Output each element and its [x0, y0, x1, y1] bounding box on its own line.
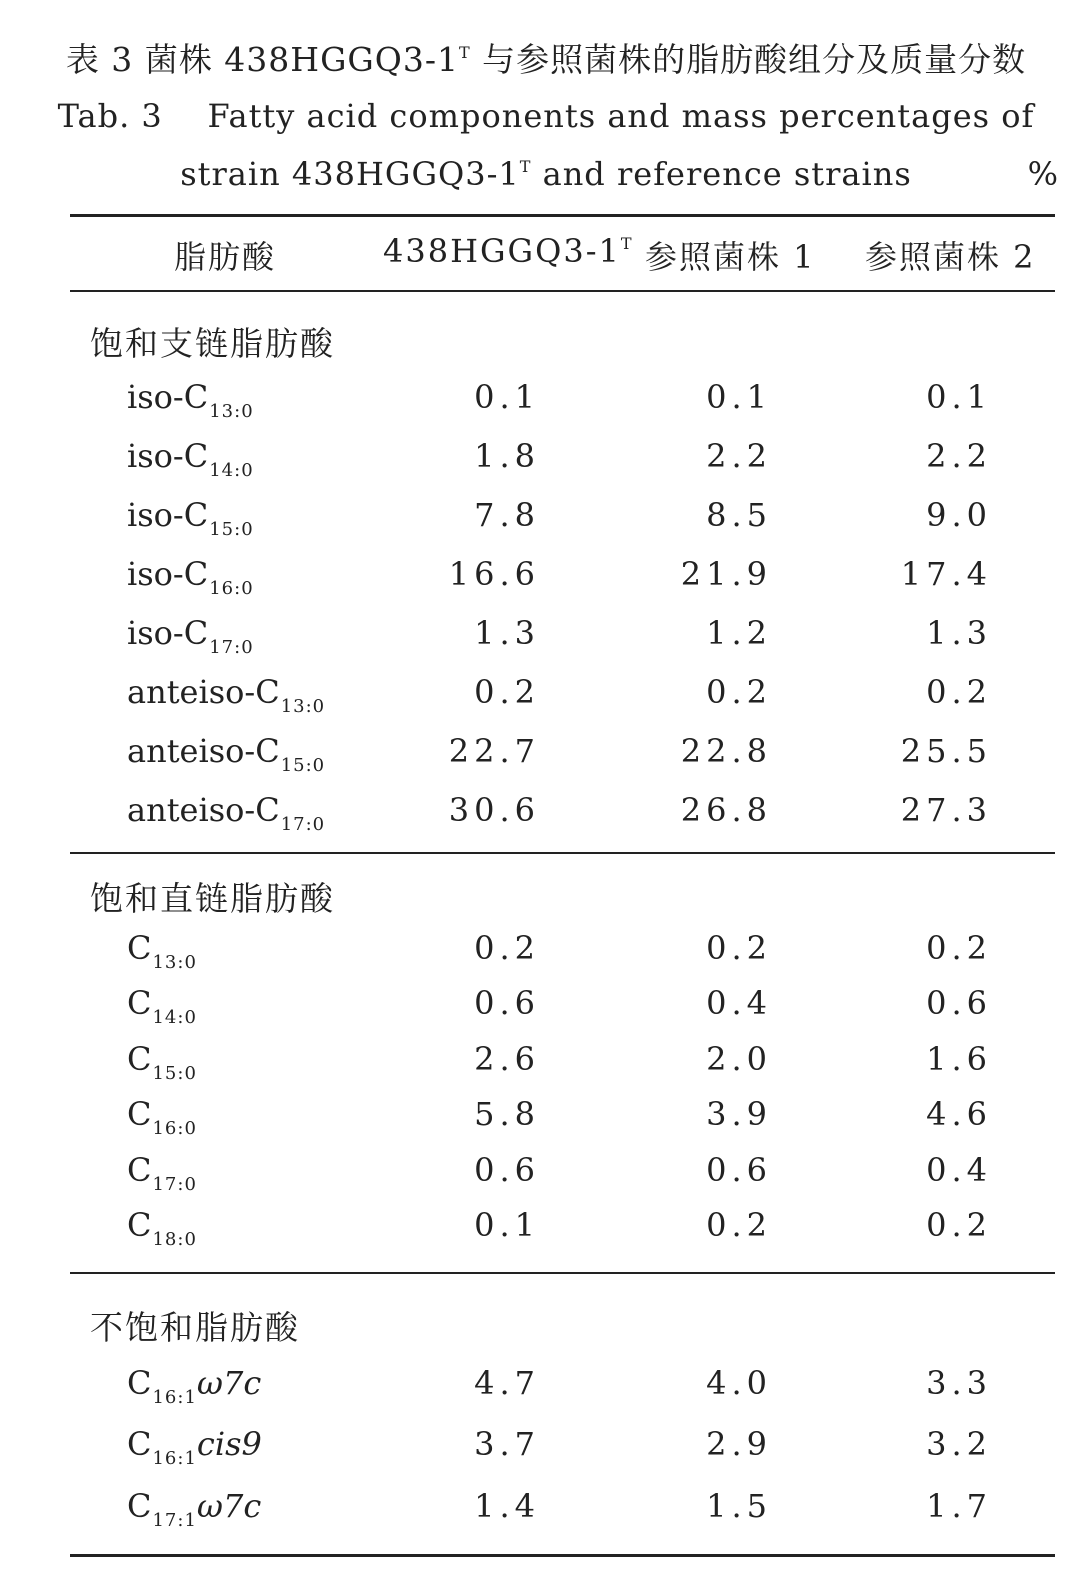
value-ref1: 0.2	[706, 673, 772, 711]
fa-prefix: anteiso-C	[127, 791, 280, 829]
group-title: 不饱和脂肪酸	[90, 1308, 300, 1347]
value-strain: 22.7	[448, 732, 540, 770]
fatty-acid-name	[127, 929, 197, 973]
value-ref1: 2.9	[706, 1425, 772, 1463]
header-ref1: 参照菌株 1	[645, 238, 816, 276]
value-ref1: 21.9	[680, 555, 772, 593]
fatty-acid-name	[127, 1364, 262, 1408]
value-strain: 4.7	[474, 1364, 540, 1402]
value-strain: 5.8	[474, 1095, 540, 1133]
value-strain: 0.2	[474, 673, 540, 711]
fatty-acid-name	[127, 1040, 197, 1084]
fatty-acid-name	[127, 437, 254, 481]
value-ref1: 4.0	[706, 1364, 772, 1402]
table-row	[0, 1487, 1092, 1546]
fa-prefix: iso-C	[127, 378, 209, 416]
fa-prefix: C	[127, 1040, 152, 1078]
fa-prefix: anteiso-C	[127, 673, 280, 711]
caption-en-sup: T	[519, 157, 532, 176]
value-strain: 30.6	[448, 791, 540, 829]
value-ref1: 0.1	[706, 378, 772, 416]
header-strain	[383, 232, 634, 270]
fa-subscript: 17:1	[152, 1510, 197, 1531]
value-ref1: 22.8	[680, 732, 772, 770]
value-ref2: 4.6	[926, 1095, 992, 1133]
table-row	[0, 1151, 1092, 1210]
fatty-acid-name	[127, 1425, 262, 1469]
fatty-acid-name	[127, 1206, 197, 1250]
value-ref2: 3.3	[926, 1364, 992, 1402]
caption-cn-label: 表 3	[65, 40, 134, 79]
table-row	[0, 555, 1092, 614]
fa-suffix: ω7c	[196, 1364, 262, 1402]
fa-prefix: C	[127, 1425, 152, 1463]
fa-subscript: 17:0	[152, 1174, 197, 1195]
fatty-acid-name	[127, 614, 254, 658]
table-row	[0, 791, 1092, 850]
fa-subscript: 15:0	[152, 1063, 197, 1084]
fa-subscript: 13:0	[280, 696, 326, 717]
fa-subscript: 18:0	[152, 1229, 197, 1250]
fa-subscript: 17:0	[209, 637, 254, 658]
value-ref1: 0.2	[706, 1206, 772, 1244]
value-strain: 0.1	[474, 1206, 540, 1244]
fa-suffix: cis9	[196, 1425, 262, 1463]
fa-subscript: 14:0	[152, 1007, 197, 1028]
table-row	[0, 1206, 1092, 1265]
fa-prefix: C	[127, 1151, 152, 1189]
group-divider	[70, 852, 1055, 854]
value-ref2: 3.2	[926, 1425, 992, 1463]
caption-en-line2-pre: strain 438HGGQ3-1	[180, 155, 520, 193]
value-ref2: 0.1	[926, 378, 992, 416]
header-strain-sup: T	[620, 234, 634, 253]
value-ref2: 27.3	[900, 791, 992, 829]
value-ref1: 0.4	[706, 984, 772, 1022]
fatty-acid-name	[127, 791, 326, 835]
fatty-acid-name	[127, 732, 326, 776]
fa-prefix: iso-C	[127, 555, 209, 593]
value-ref1: 2.2	[706, 437, 772, 475]
value-strain: 0.2	[474, 929, 540, 967]
table-bottom-rule	[70, 1554, 1055, 1557]
value-ref2: 0.6	[926, 984, 992, 1022]
caption-cn	[0, 34, 1092, 81]
value-strain: 1.8	[474, 437, 540, 475]
fa-subscript: 13:0	[152, 952, 197, 973]
value-ref2: 0.4	[926, 1151, 992, 1189]
fa-prefix: C	[127, 1206, 152, 1244]
table-row	[0, 1364, 1092, 1423]
value-ref2: 25.5	[900, 732, 992, 770]
table-row	[0, 673, 1092, 732]
table-row	[0, 437, 1092, 496]
value-strain: 16.6	[448, 555, 540, 593]
value-strain: 0.1	[474, 378, 540, 416]
fatty-acid-name	[127, 378, 254, 422]
header-strain-name: 438HGGQ3-1	[383, 232, 621, 270]
fatty-acid-name	[127, 984, 197, 1028]
fa-prefix: iso-C	[127, 614, 209, 652]
value-strain: 1.3	[474, 614, 540, 652]
value-strain: 7.8	[474, 496, 540, 534]
value-ref2: 1.7	[926, 1487, 992, 1525]
fa-subscript: 17:0	[280, 814, 326, 835]
table-row	[0, 732, 1092, 791]
fa-prefix: C	[127, 1487, 152, 1525]
header-ref2: 参照菌株 2	[865, 238, 1036, 276]
fatty-acid-name	[127, 496, 254, 540]
caption-en-line2	[0, 155, 1092, 193]
header-rule	[70, 290, 1055, 292]
fa-prefix: iso-C	[127, 496, 209, 534]
fa-subscript: 13:0	[209, 401, 254, 422]
fa-suffix: ω7c	[196, 1487, 262, 1525]
group-divider	[70, 1272, 1055, 1274]
table-row	[0, 1425, 1092, 1484]
value-ref1: 2.0	[706, 1040, 772, 1078]
value-ref2: 0.2	[926, 929, 992, 967]
value-ref2: 17.4	[900, 555, 992, 593]
fa-prefix: C	[127, 1364, 152, 1402]
value-ref2: 0.2	[926, 673, 992, 711]
fatty-acid-name	[127, 1095, 197, 1139]
fatty-acid-name	[127, 1487, 262, 1531]
table-row	[0, 378, 1092, 437]
fa-prefix: iso-C	[127, 437, 209, 475]
fa-subscript: 15:0	[280, 755, 326, 776]
caption-cn-sup: T	[459, 43, 471, 62]
table-row	[0, 984, 1092, 1043]
table-row	[0, 1095, 1092, 1154]
value-ref2: 2.2	[926, 437, 992, 475]
unit-label: %	[1027, 155, 1058, 193]
value-strain: 3.7	[474, 1425, 540, 1463]
fa-prefix: C	[127, 929, 152, 967]
fatty-acid-name	[127, 673, 326, 717]
value-ref1: 1.5	[706, 1487, 772, 1525]
value-ref2: 0.2	[926, 1206, 992, 1244]
group-title: 饱和支链脂肪酸	[90, 324, 335, 363]
value-ref1: 3.9	[706, 1095, 772, 1133]
group-title: 饱和直链脂肪酸	[90, 879, 335, 918]
fatty-acid-name	[127, 1151, 197, 1195]
fa-subscript: 16:0	[209, 578, 254, 599]
caption-en-line2-post: and reference strains	[531, 155, 912, 193]
value-strain: 0.6	[474, 1151, 540, 1189]
fa-subscript: 16:0	[152, 1118, 197, 1139]
value-ref2: 9.0	[926, 496, 992, 534]
fa-subscript: 15:0	[209, 519, 254, 540]
table-row	[0, 614, 1092, 673]
table-row	[0, 1040, 1092, 1099]
value-ref1: 0.6	[706, 1151, 772, 1189]
table-row	[0, 496, 1092, 555]
caption-en-line1: Tab. 3 Fatty acid components and mass percentages of	[57, 97, 1035, 135]
value-strain: 2.6	[474, 1040, 540, 1078]
value-ref1: 1.2	[706, 614, 772, 652]
table-row	[0, 929, 1092, 988]
fa-prefix: anteiso-C	[127, 732, 280, 770]
value-ref2: 1.6	[926, 1040, 992, 1078]
fa-subscript: 14:0	[209, 460, 254, 481]
table-top-rule	[70, 214, 1055, 217]
header-fatty-acid: 脂肪酸	[173, 238, 276, 276]
fa-prefix: C	[127, 1095, 152, 1133]
value-strain: 0.6	[474, 984, 540, 1022]
fa-subscript: 16:1	[152, 1387, 197, 1408]
value-ref1: 26.8	[680, 791, 772, 829]
caption-cn-rest: 与参照菌株的脂肪酸组分及质量分数	[470, 40, 1027, 79]
fa-subscript: 16:1	[152, 1448, 197, 1469]
value-ref1: 0.2	[706, 929, 772, 967]
value-ref1: 8.5	[706, 496, 772, 534]
value-ref2: 1.3	[926, 614, 992, 652]
caption-cn-strain: 菌株 438HGGQ3-1	[144, 40, 459, 79]
value-strain: 1.4	[474, 1487, 540, 1525]
fatty-acid-name	[127, 555, 254, 599]
fa-prefix: C	[127, 984, 152, 1022]
